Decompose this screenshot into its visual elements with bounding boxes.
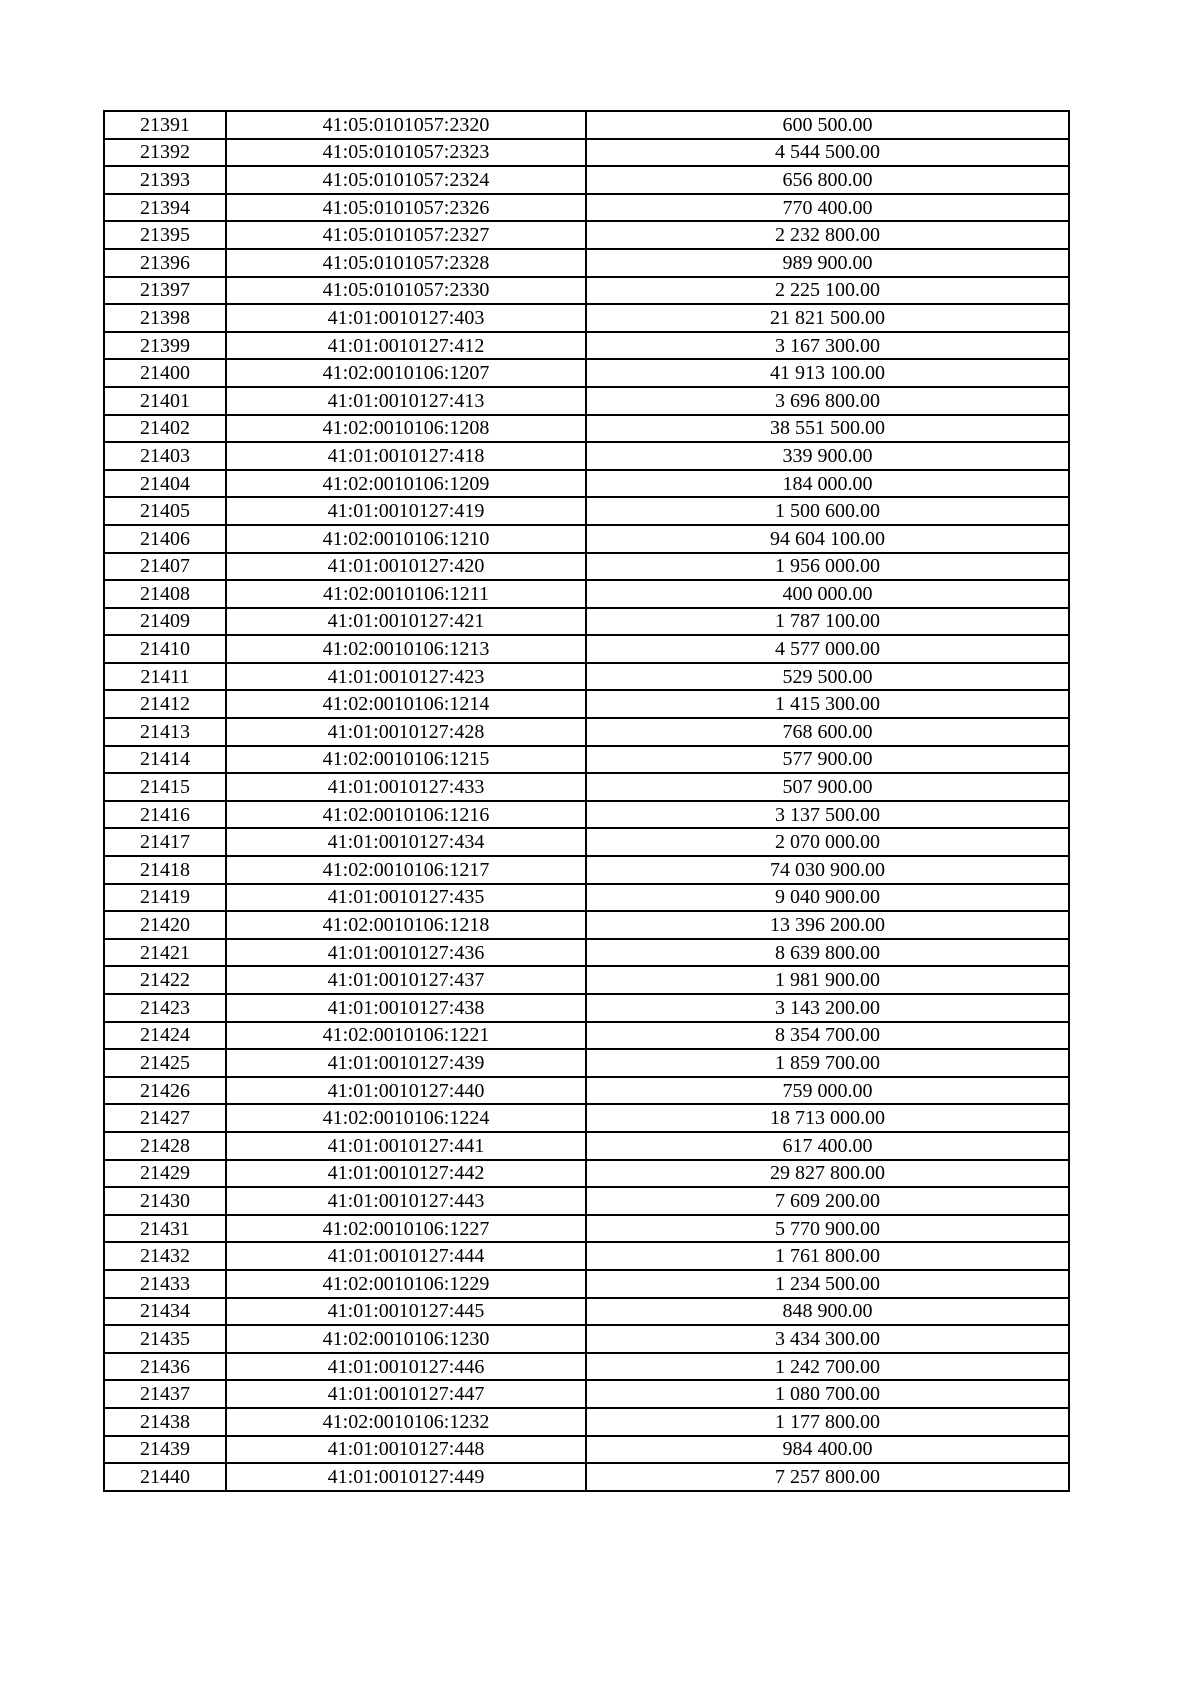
table-row <box>104 828 1069 856</box>
table-row <box>104 304 1069 332</box>
row-number-cell: 21400 <box>104 359 226 387</box>
cadastral-value-cell: 2 070 000.00 <box>586 828 1069 856</box>
table-row <box>104 884 1069 912</box>
table-row <box>104 525 1069 553</box>
row-number-cell: 21407 <box>104 553 226 581</box>
table-row <box>104 166 1069 194</box>
cadastral-value-cell: 29 827 800.00 <box>586 1160 1069 1188</box>
row-number-cell: 21419 <box>104 884 226 912</box>
table-row <box>104 1298 1069 1326</box>
cadastral-value-cell: 21 821 500.00 <box>586 304 1069 332</box>
table-row <box>104 580 1069 608</box>
cadastral-value-cell: 759 000.00 <box>586 1077 1069 1105</box>
cadastral-number-cell: 41:02:0010106:1221 <box>226 1022 586 1050</box>
table-row <box>104 1160 1069 1188</box>
cadastral-value-cell: 1 234 500.00 <box>586 1270 1069 1298</box>
row-number-cell: 21399 <box>104 332 226 360</box>
row-number-cell: 21438 <box>104 1408 226 1436</box>
cadastral-value-cell: 8 639 800.00 <box>586 939 1069 967</box>
row-number-cell: 21423 <box>104 994 226 1022</box>
cadastral-value-cell: 18 713 000.00 <box>586 1104 1069 1132</box>
table-row <box>104 1187 1069 1215</box>
cadastral-number-cell: 41:05:0101057:2326 <box>226 194 586 222</box>
table-row <box>104 911 1069 939</box>
cadastral-value-cell: 38 551 500.00 <box>586 415 1069 443</box>
row-number-cell: 21428 <box>104 1132 226 1160</box>
cadastral-value-cell: 4 577 000.00 <box>586 635 1069 663</box>
cadastral-number-cell: 41:01:0010127:428 <box>226 718 586 746</box>
cadastral-number-cell: 41:01:0010127:442 <box>226 1160 586 1188</box>
row-number-cell: 21422 <box>104 966 226 994</box>
row-number-cell: 21392 <box>104 139 226 167</box>
cadastral-number-cell: 41:05:0101057:2323 <box>226 139 586 167</box>
cadastral-number-cell: 41:01:0010127:413 <box>226 387 586 415</box>
table-row <box>104 1408 1069 1436</box>
row-number-cell: 21421 <box>104 939 226 967</box>
cadastral-number-cell: 41:05:0101057:2324 <box>226 166 586 194</box>
row-number-cell: 21413 <box>104 718 226 746</box>
row-number-cell: 21427 <box>104 1104 226 1132</box>
cadastral-value-cell: 770 400.00 <box>586 194 1069 222</box>
cadastral-number-cell: 41:01:0010127:443 <box>226 1187 586 1215</box>
row-number-cell: 21429 <box>104 1160 226 1188</box>
row-number-cell: 21406 <box>104 525 226 553</box>
table-row <box>104 249 1069 277</box>
row-number-cell: 21418 <box>104 856 226 884</box>
cadastral-value-cell: 94 604 100.00 <box>586 525 1069 553</box>
cadastral-number-cell: 41:02:0010106:1210 <box>226 525 586 553</box>
row-number-cell: 21394 <box>104 194 226 222</box>
cadastral-value-cell: 1 981 900.00 <box>586 966 1069 994</box>
row-number-cell: 21430 <box>104 1187 226 1215</box>
row-number-cell: 21437 <box>104 1380 226 1408</box>
cadastral-value-cell: 577 900.00 <box>586 746 1069 774</box>
cadastral-value-cell: 9 040 900.00 <box>586 884 1069 912</box>
table-row <box>104 111 1069 139</box>
table-row <box>104 221 1069 249</box>
cadastral-value-cell: 989 900.00 <box>586 249 1069 277</box>
row-number-cell: 21396 <box>104 249 226 277</box>
table-row <box>104 1380 1069 1408</box>
row-number-cell: 21408 <box>104 580 226 608</box>
cadastral-value-cell: 184 000.00 <box>586 470 1069 498</box>
table-row <box>104 690 1069 718</box>
cadastral-value-cell: 3 696 800.00 <box>586 387 1069 415</box>
row-number-cell: 21403 <box>104 442 226 470</box>
table-row <box>104 1215 1069 1243</box>
row-number-cell: 21433 <box>104 1270 226 1298</box>
row-number-cell: 21436 <box>104 1353 226 1381</box>
cadastral-number-cell: 41:05:0101057:2320 <box>226 111 586 139</box>
table-row <box>104 442 1069 470</box>
row-number-cell: 21398 <box>104 304 226 332</box>
table-row <box>104 1049 1069 1077</box>
row-number-cell: 21426 <box>104 1077 226 1105</box>
cadastral-value-cell: 1 761 800.00 <box>586 1242 1069 1270</box>
cadastral-number-cell: 41:02:0010106:1211 <box>226 580 586 608</box>
cadastral-value-cell: 1 080 700.00 <box>586 1380 1069 1408</box>
cadastral-value-cell: 848 900.00 <box>586 1298 1069 1326</box>
cadastral-value-cell: 3 137 500.00 <box>586 801 1069 829</box>
table-row <box>104 470 1069 498</box>
table-row <box>104 801 1069 829</box>
cadastral-number-cell: 41:01:0010127:420 <box>226 553 586 581</box>
cadastral-value-cell: 1 415 300.00 <box>586 690 1069 718</box>
row-number-cell: 21420 <box>104 911 226 939</box>
table-row <box>104 497 1069 525</box>
cadastral-value-cell: 3 143 200.00 <box>586 994 1069 1022</box>
cadastral-value-cell: 529 500.00 <box>586 663 1069 691</box>
cadastral-value-cell: 3 167 300.00 <box>586 332 1069 360</box>
cadastral-value-cell: 74 030 900.00 <box>586 856 1069 884</box>
table-row <box>104 1104 1069 1132</box>
cadastral-number-cell: 41:01:0010127:439 <box>226 1049 586 1077</box>
table-row <box>104 359 1069 387</box>
cadastral-value-table <box>103 110 1070 1492</box>
cadastral-value-cell: 656 800.00 <box>586 166 1069 194</box>
table-row <box>104 1436 1069 1464</box>
row-number-cell: 21412 <box>104 690 226 718</box>
cadastral-value-cell: 3 434 300.00 <box>586 1325 1069 1353</box>
cadastral-number-cell: 41:02:0010106:1214 <box>226 690 586 718</box>
table-row <box>104 746 1069 774</box>
table-body <box>104 111 1069 1491</box>
table-row <box>104 856 1069 884</box>
table-row <box>104 553 1069 581</box>
table-row <box>104 966 1069 994</box>
cadastral-number-cell: 41:02:0010106:1230 <box>226 1325 586 1353</box>
cadastral-number-cell: 41:02:0010106:1209 <box>226 470 586 498</box>
row-number-cell: 21417 <box>104 828 226 856</box>
cadastral-number-cell: 41:02:0010106:1208 <box>226 415 586 443</box>
row-number-cell: 21414 <box>104 746 226 774</box>
row-number-cell: 21440 <box>104 1463 226 1491</box>
cadastral-value-cell: 4 544 500.00 <box>586 139 1069 167</box>
cadastral-value-cell: 1 956 000.00 <box>586 553 1069 581</box>
cadastral-value-cell: 1 177 800.00 <box>586 1408 1069 1436</box>
cadastral-value-cell: 339 900.00 <box>586 442 1069 470</box>
cadastral-value-cell: 400 000.00 <box>586 580 1069 608</box>
cadastral-value-cell: 600 500.00 <box>586 111 1069 139</box>
row-number-cell: 21415 <box>104 773 226 801</box>
cadastral-number-cell: 41:01:0010127:446 <box>226 1353 586 1381</box>
cadastral-number-cell: 41:01:0010127:412 <box>226 332 586 360</box>
cadastral-value-cell: 1 859 700.00 <box>586 1049 1069 1077</box>
table-row <box>104 1325 1069 1353</box>
cadastral-number-cell: 41:01:0010127:447 <box>226 1380 586 1408</box>
table-row <box>104 1270 1069 1298</box>
cadastral-value-cell: 1 787 100.00 <box>586 608 1069 636</box>
cadastral-number-cell: 41:02:0010106:1215 <box>226 746 586 774</box>
cadastral-value-cell: 768 600.00 <box>586 718 1069 746</box>
row-number-cell: 21424 <box>104 1022 226 1050</box>
table-row <box>104 1242 1069 1270</box>
cadastral-number-cell: 41:02:0010106:1213 <box>226 635 586 663</box>
cadastral-number-cell: 41:05:0101057:2330 <box>226 277 586 305</box>
row-number-cell: 21435 <box>104 1325 226 1353</box>
table-row <box>104 194 1069 222</box>
row-number-cell: 21405 <box>104 497 226 525</box>
cadastral-value-cell: 2 232 800.00 <box>586 221 1069 249</box>
table-row <box>104 387 1069 415</box>
row-number-cell: 21395 <box>104 221 226 249</box>
cadastral-number-cell: 41:01:0010127:444 <box>226 1242 586 1270</box>
cadastral-number-cell: 41:01:0010127:423 <box>226 663 586 691</box>
cadastral-number-cell: 41:01:0010127:434 <box>226 828 586 856</box>
cadastral-value-cell: 7 609 200.00 <box>586 1187 1069 1215</box>
cadastral-number-cell: 41:01:0010127:437 <box>226 966 586 994</box>
table-row <box>104 1463 1069 1491</box>
cadastral-number-cell: 41:02:0010106:1218 <box>226 911 586 939</box>
table-row <box>104 1353 1069 1381</box>
cadastral-number-cell: 41:02:0010106:1227 <box>226 1215 586 1243</box>
cadastral-number-cell: 41:01:0010127:445 <box>226 1298 586 1326</box>
cadastral-value-cell: 617 400.00 <box>586 1132 1069 1160</box>
cadastral-value-cell: 7 257 800.00 <box>586 1463 1069 1491</box>
cadastral-value-cell: 5 770 900.00 <box>586 1215 1069 1243</box>
cadastral-number-cell: 41:01:0010127:435 <box>226 884 586 912</box>
cadastral-number-cell: 41:01:0010127:421 <box>226 608 586 636</box>
row-number-cell: 21397 <box>104 277 226 305</box>
row-number-cell: 21401 <box>104 387 226 415</box>
row-number-cell: 21439 <box>104 1436 226 1464</box>
cadastral-number-cell: 41:05:0101057:2327 <box>226 221 586 249</box>
cadastral-value-cell: 984 400.00 <box>586 1436 1069 1464</box>
cadastral-number-cell: 41:02:0010106:1207 <box>226 359 586 387</box>
cadastral-number-cell: 41:02:0010106:1216 <box>226 801 586 829</box>
cadastral-number-cell: 41:01:0010127:418 <box>226 442 586 470</box>
cadastral-number-cell: 41:02:0010106:1217 <box>226 856 586 884</box>
row-number-cell: 21431 <box>104 1215 226 1243</box>
cadastral-number-cell: 41:01:0010127:448 <box>226 1436 586 1464</box>
cadastral-number-cell: 41:01:0010127:449 <box>226 1463 586 1491</box>
cadastral-number-cell: 41:02:0010106:1224 <box>226 1104 586 1132</box>
cadastral-value-cell: 41 913 100.00 <box>586 359 1069 387</box>
cadastral-value-cell: 1 242 700.00 <box>586 1353 1069 1381</box>
cadastral-value-cell: 1 500 600.00 <box>586 497 1069 525</box>
cadastral-number-cell: 41:02:0010106:1229 <box>226 1270 586 1298</box>
cadastral-number-cell: 41:01:0010127:440 <box>226 1077 586 1105</box>
cadastral-number-cell: 41:01:0010127:441 <box>226 1132 586 1160</box>
table-row <box>104 139 1069 167</box>
row-number-cell: 21416 <box>104 801 226 829</box>
cadastral-value-cell: 8 354 700.00 <box>586 1022 1069 1050</box>
cadastral-number-cell: 41:02:0010106:1232 <box>226 1408 586 1436</box>
row-number-cell: 21404 <box>104 470 226 498</box>
table-row <box>104 1077 1069 1105</box>
cadastral-number-cell: 41:01:0010127:419 <box>226 497 586 525</box>
row-number-cell: 21410 <box>104 635 226 663</box>
table-row <box>104 718 1069 746</box>
table-row <box>104 994 1069 1022</box>
table-row <box>104 608 1069 636</box>
cadastral-value-cell: 507 900.00 <box>586 773 1069 801</box>
table-row <box>104 773 1069 801</box>
table-row <box>104 277 1069 305</box>
row-number-cell: 21402 <box>104 415 226 443</box>
cadastral-number-cell: 41:01:0010127:436 <box>226 939 586 967</box>
table-row <box>104 663 1069 691</box>
table-row <box>104 1132 1069 1160</box>
row-number-cell: 21432 <box>104 1242 226 1270</box>
row-number-cell: 21391 <box>104 111 226 139</box>
cadastral-number-cell: 41:05:0101057:2328 <box>226 249 586 277</box>
cadastral-number-cell: 41:01:0010127:403 <box>226 304 586 332</box>
row-number-cell: 21409 <box>104 608 226 636</box>
table-row <box>104 635 1069 663</box>
table-row <box>104 415 1069 443</box>
cadastral-value-cell: 2 225 100.00 <box>586 277 1069 305</box>
cadastral-number-cell: 41:01:0010127:438 <box>226 994 586 1022</box>
table-row <box>104 939 1069 967</box>
row-number-cell: 21434 <box>104 1298 226 1326</box>
table-row <box>104 1022 1069 1050</box>
row-number-cell: 21393 <box>104 166 226 194</box>
row-number-cell: 21425 <box>104 1049 226 1077</box>
cadastral-value-cell: 13 396 200.00 <box>586 911 1069 939</box>
cadastral-number-cell: 41:01:0010127:433 <box>226 773 586 801</box>
table-row <box>104 332 1069 360</box>
row-number-cell: 21411 <box>104 663 226 691</box>
